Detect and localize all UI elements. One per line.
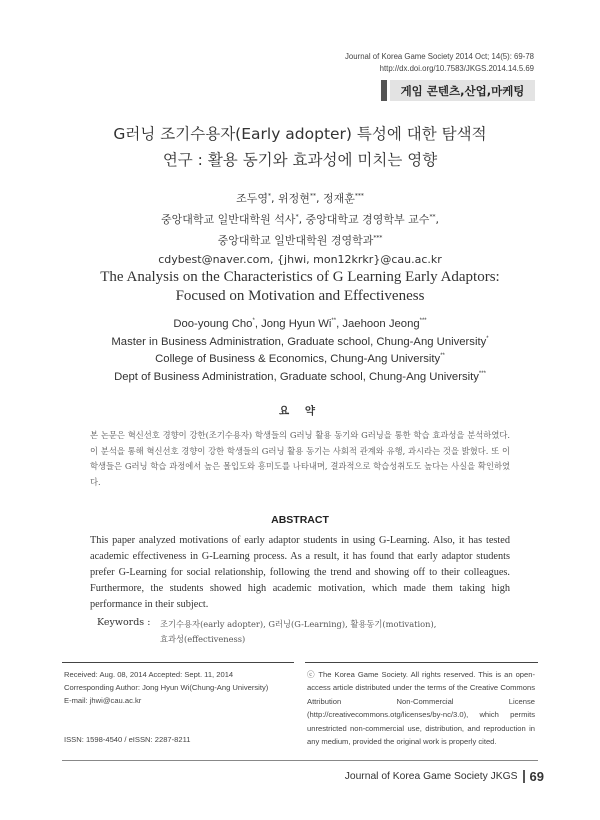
author-mark: *** — [354, 192, 364, 200]
author-name: Jong Hyun Wi — [261, 318, 332, 330]
author-separator: , — [254, 318, 262, 330]
journal-citation: Journal of Korea Game Society 2014 Oct; 14(5): 69-78 — [345, 52, 534, 61]
korean-affiliation-2 — [0, 232, 600, 248]
abstract-body: This paper analyzed motivations of early adaptor students in using G-Learning. Also, it has tested academic effectiveness in G-Learning process. As a result, it has found that early adaptor students prefer G-Learning for social relationship, following the trend and showing off to their colleagues. Furthermore, the students showed high academic motivation, which made them taking high performance in their subject. — [90, 535, 510, 610]
korean-title-line-2: 연구 : 활용 동기와 효과성에 미치는 영향 — [162, 151, 438, 169]
keywords-line-1: 조기수용자(early adopter), G러닝(G-Learning), 활용동기(motivation), — [160, 619, 437, 629]
keywords-line-2: 효과성(effectiveness) — [160, 634, 246, 644]
license-notice: ⓒ The Korea Game Society. All rights reserved. This is an open-access article distributed under the terms of the Creative Commons Attribution Non-Commercial License (http://creativecommons.otg/licenses/by-nc/3.0), which permits unrestricted non-commercial use, distribution, and reproduction in any medium, provided the original work is properly cited. — [307, 670, 535, 747]
english-affiliation-3 — [0, 371, 600, 383]
affiliation-text: 중앙대학교 일반대학원 경영학과 — [217, 234, 374, 247]
english-affiliation-1 — [0, 336, 600, 348]
issn: ISSN: 1598-4540 / eISSN: 2287-8211 — [64, 735, 191, 744]
page-number: 69 — [529, 769, 544, 784]
affiliation-text: Dept of Business Administration, Graduate school, Chung-Ang University — [114, 371, 479, 383]
korean-authors — [0, 190, 600, 206]
author-emails[interactable]: cdybest@naver.com, {jhwi, mon12krkr}@cau.ac.kr — [158, 253, 442, 266]
doi-link[interactable]: http://dx.doi.org/10.7583/JKGS.2014.14.5.69 — [379, 64, 534, 73]
korean-affiliation-1 — [0, 211, 600, 227]
author-separator: , — [271, 192, 279, 205]
affiliation-mark: ** — [440, 353, 445, 360]
category-tab — [381, 80, 535, 101]
author-mark: *** — [419, 318, 427, 325]
footnote-rule-left — [62, 662, 294, 663]
author-name: 위정현 — [278, 192, 310, 205]
affiliation-mark: * — [295, 213, 299, 221]
keywords-label: Keywords : — [97, 617, 151, 628]
footer-divider — [523, 770, 525, 783]
abstract-heading: ABSTRACT — [271, 514, 329, 526]
author-mark: * — [252, 318, 255, 325]
footer-rule — [62, 760, 538, 761]
footnote-rule-right — [305, 662, 538, 663]
corresponding-email[interactable]: E-mail: jhwi@cau.ac.kr — [64, 696, 142, 705]
affiliation-text: , 중앙대학교 경영학부 교수 — [298, 213, 430, 226]
author-mark: * — [268, 192, 272, 200]
author-mark: ** — [331, 318, 337, 325]
korean-summary-heading: 요 약 — [279, 405, 321, 417]
page-footer — [345, 769, 544, 784]
affiliation-text: 중앙대학교 일반대학원 석사 — [161, 213, 296, 226]
category-label: 게임 콘텐츠,산업,마케팅 — [390, 80, 535, 101]
english-affiliation-2 — [0, 353, 600, 365]
footer-journal-name: Journal of Korea Game Society JKGS — [344, 771, 518, 782]
author-name: Jaehoon Jeong — [342, 318, 420, 330]
english-title-line-1: The Analysis on the Characteristics of G Learning Early Adaptors: — [100, 269, 500, 285]
received-dates: Received: Aug. 08, 2014 Accepted: Sept. 11, 2014 — [64, 670, 234, 679]
affiliation-mark: *** — [373, 234, 383, 242]
affiliation-mark: * — [486, 336, 489, 343]
author-name: 조두영 — [236, 192, 269, 205]
category-tab-bar — [381, 80, 387, 101]
affiliation-mark: ** — [429, 213, 436, 221]
author-separator: , — [336, 318, 343, 330]
affiliation-mark: *** — [478, 371, 486, 378]
affiliation-text: Master in Business Administration, Graduate school, Chung-Ang University — [111, 336, 487, 348]
affiliation-text: , — [435, 213, 439, 226]
author-name: 정재훈 — [322, 192, 355, 205]
korean-summary-body: 본 논문은 혁신선호 경향이 강한(조기수용자) 학생들의 G러닝 활용 동기와 G러닝을 통한 학습 효과성을 분석하였다. 이 분석을 통해 혁신선호 경향이 강한 학생들의 G러닝 활용 동기는 사회적 관계와 유행, 과시라는 것을 밝혔다. 또 이 학생들은 G러닝 학습 과정에서 높은 몰입도와 흥미도를 나타내며, 결과적으로 학습성취도도 높다는 사실을 확인하였다. — [90, 430, 510, 487]
korean-title-line-1: G러닝 조기수용자(Early adopter) 특성에 대한 탐색적 — [113, 125, 487, 143]
english-title-line-2: Focused on Motivation and Effectiveness — [175, 288, 425, 304]
affiliation-text: College of Business & Economics, Chung-Ang University — [155, 353, 441, 365]
author-mark: ** — [309, 192, 316, 200]
author-name: Doo-young Cho — [173, 318, 253, 330]
corresponding-author: Corresponding Author: Jong Hyun Wi(Chung-Ang University) — [64, 683, 269, 692]
author-separator: , — [315, 192, 323, 205]
english-authors — [0, 318, 600, 330]
